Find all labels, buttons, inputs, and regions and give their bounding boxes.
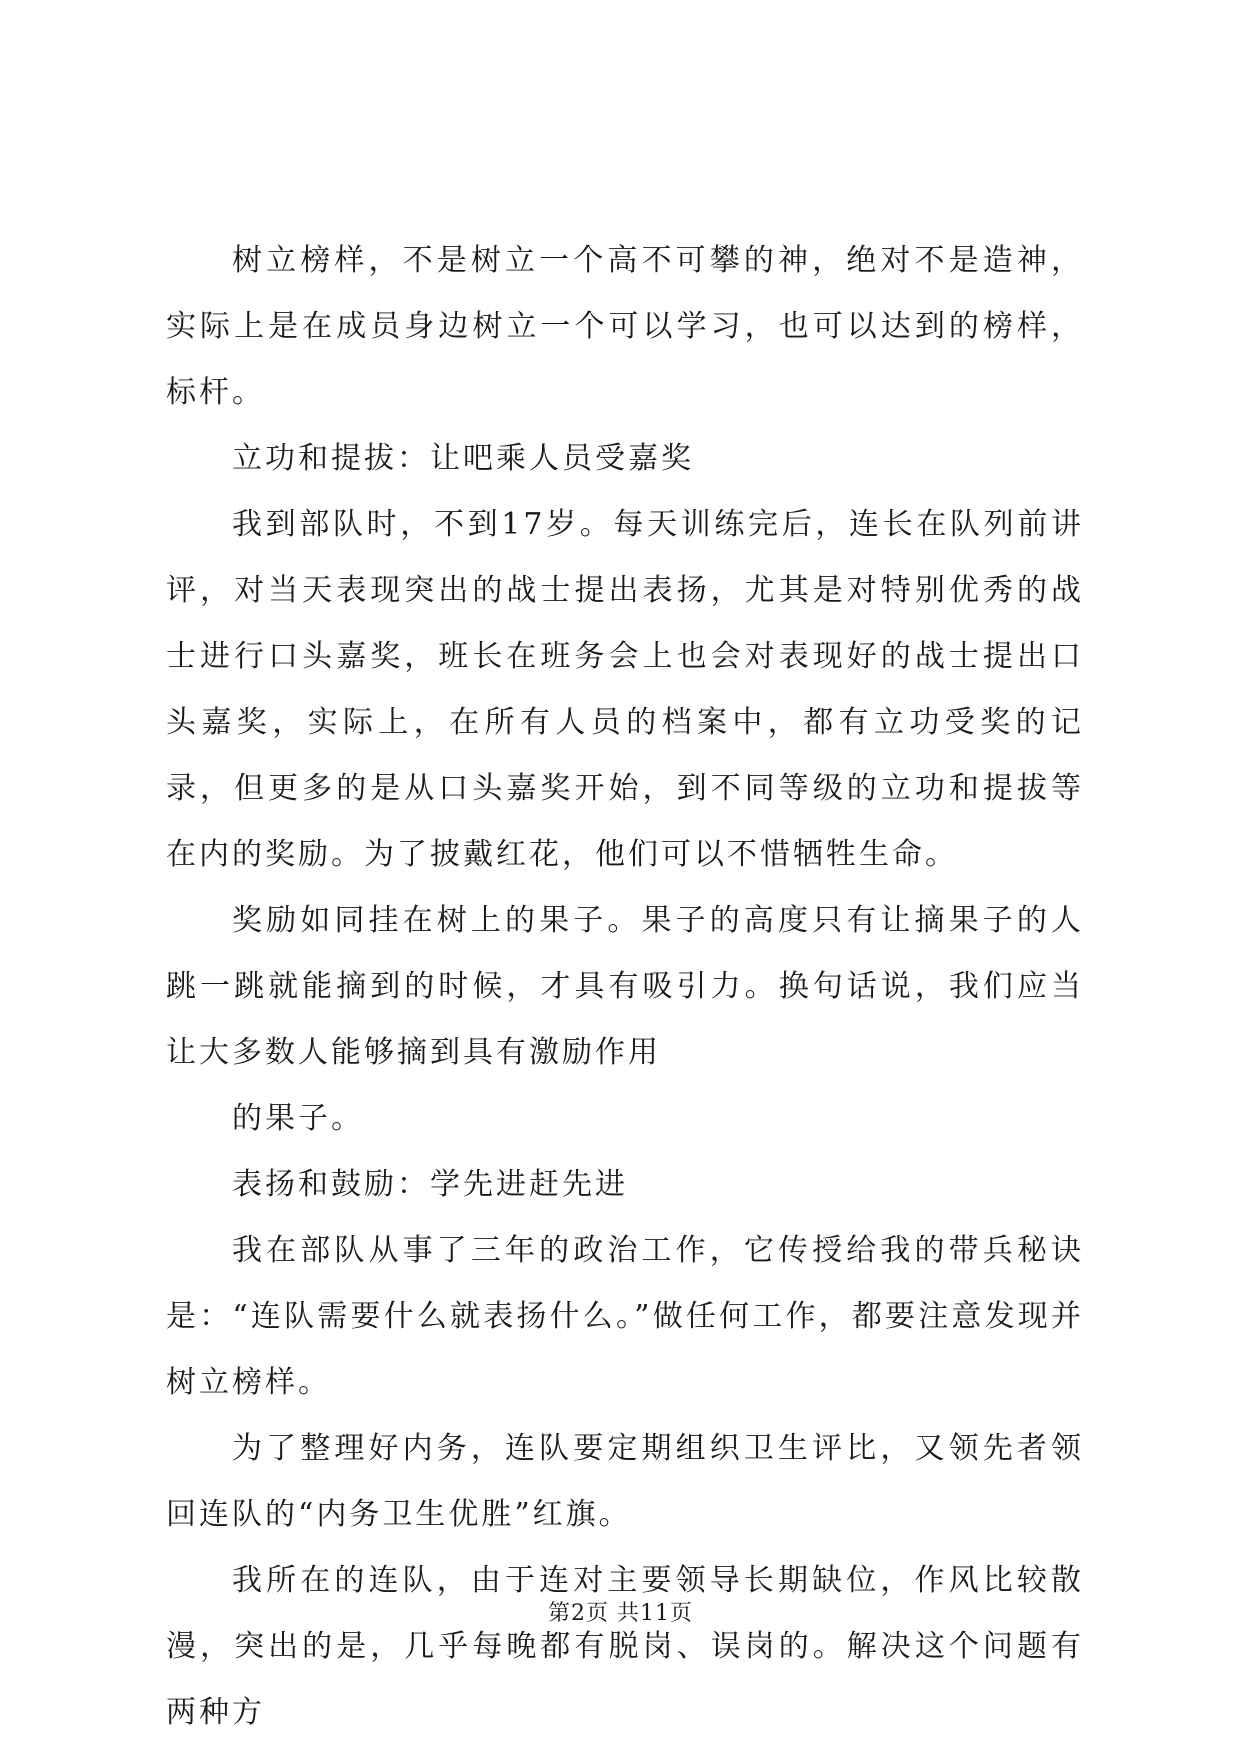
paragraph-fruit-metaphor: 奖励如同挂在树上的果子。果子的高度只有让摘果子的人跳一跳就能摘到的时候，才具有吸引力。换句话说，我们应当让大多数人能够摘到具有激励作用 [166,903,1084,1070]
paragraph-role-model: 树立榜样，不是树立一个高不可攀的神，绝对不是造神，实际上是在成员身边树立一个可以学习，也可以达到的榜样，标杆。 [166,243,1084,410]
document-body [166,228,1084,1746]
section-heading-merit-promotion: 立功和提拔：让吧乘人员受嘉奖 [232,441,694,476]
paragraph-army-commendation: 我到部队时，不到17岁。每天训练完后，连长在队列前讲评，对当天表现突出的战士提出表扬，尤其是对特别优秀的战士进行口头嘉奖，班长在班务会上也会对表现好的战士提出口头嘉奖，实际上，在所有人员的档案中，都有立功受奖的记录，但更多的是从口头嘉奖开始，到不同等级的立功和提拔等在内的奖励。为了披戴红花，他们可以不惜牺牲生命。 [166,507,1084,872]
section-heading-praise-encouragement: 表扬和鼓励：学先进赶先进 [232,1167,628,1202]
page-number-footer: 第2页 共11页 [548,1601,693,1626]
paragraph-fruit-continued: 的果子。 [232,1101,364,1136]
paragraph-company-discipline: 我所在的连队，由于连对主要领导长期缺位，作风比较散漫，突出的是，几乎每晚都有脱岗、误岗的。解决这个问题有两种方 [166,1563,1084,1730]
paragraph-political-work: 我在部队从事了三年的政治工作，它传授给我的带兵秘诀是：“连队需要什么就表扬什么。”做任何工作，都要注意发现并树立榜样。 [166,1233,1084,1400]
paragraph-hygiene-contest: 为了整理好内务，连队要定期组织卫生评比，又领先者领回连队的“内务卫生优胜”红旗。 [166,1431,1084,1532]
